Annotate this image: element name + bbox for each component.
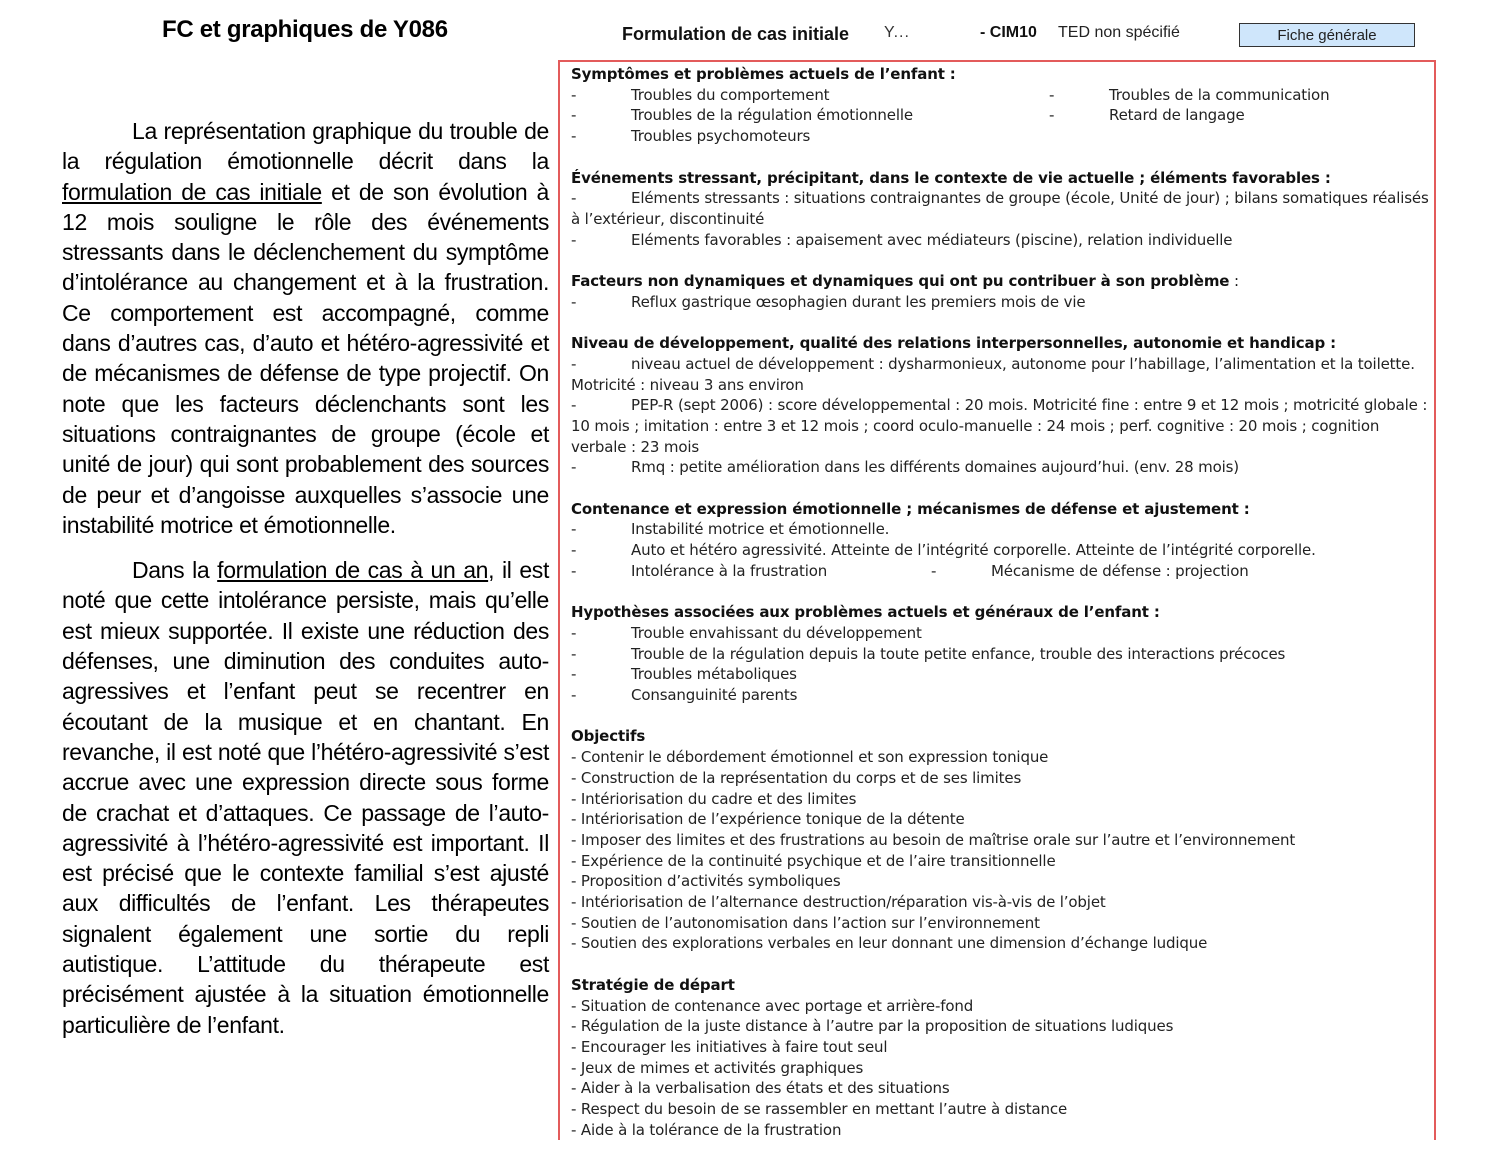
section-development-title: Niveau de développement, qualité des relations interpersonnelles, autonomie et handicap : xyxy=(571,334,1336,353)
form-header xyxy=(622,22,1422,50)
list-item xyxy=(571,292,1431,313)
item-text: Troubles psychomoteurs xyxy=(631,127,811,146)
list-item xyxy=(571,623,1431,644)
bullet-dash: - xyxy=(571,665,577,684)
section-factors-title xyxy=(571,271,1431,292)
list-item: - Intériorisation du cadre et des limites xyxy=(571,789,857,808)
list-item xyxy=(571,126,1431,147)
section-strategy-title: Stratégie de départ xyxy=(571,975,735,994)
section-factors-title-tail: : xyxy=(1229,272,1239,290)
paragraph-2 xyxy=(62,555,549,1040)
item-text: Instabilité motrice et émotionnelle. xyxy=(631,520,890,539)
list-item: - Jeux de mimes et activités graphiques xyxy=(571,1058,864,1077)
list-item: - Régulation de la juste distance à l’autre par la proposition de situations ludiques xyxy=(571,1017,1174,1036)
link-formulation-initiale[interactable]: formulation de cas initiale xyxy=(62,178,322,205)
case-formulation-content xyxy=(571,64,1431,1140)
list-item: - Soutien de l’autonomisation dans l’action sur l’environnement xyxy=(571,913,1040,932)
list-item xyxy=(571,105,1431,126)
fiche-generale-button[interactable]: Fiche générale xyxy=(1239,23,1415,47)
list-item xyxy=(571,561,1431,582)
bullet-dash: - xyxy=(571,458,577,477)
bullet-dash: - xyxy=(571,541,577,560)
item-text: Trouble envahissant du développement xyxy=(631,623,922,642)
list-item xyxy=(571,85,1431,106)
bullet-dash: - xyxy=(1049,106,1055,125)
bullet-dash: - xyxy=(571,106,577,125)
list-item xyxy=(571,685,1431,706)
item-text: Auto et hétéro agressivité. Atteinte de l’intégrité corporelle. Atteinte de l’intégrité corporelle. xyxy=(631,541,1316,560)
list-item xyxy=(571,664,1431,685)
bullet-dash: - xyxy=(1049,85,1055,104)
list-item: - Intériorisation de l’expérience tonique de la détente xyxy=(571,810,965,829)
list-item: - Proposition d’activités symboliques xyxy=(571,872,841,891)
section-factors-title-text: Facteurs non dynamiques et dynamiques qui ont pu contribuer à son problème xyxy=(571,272,1230,290)
item-text: Troubles de la communication xyxy=(1109,85,1330,104)
item-text: Troubles du comportement xyxy=(631,85,830,104)
list-item xyxy=(571,230,1431,251)
case-formulation-box xyxy=(558,60,1436,1140)
list-item: - Situation de contenance avec portage et arrière-fond xyxy=(571,996,974,1015)
item-text: Intolérance à la frustration xyxy=(631,561,828,580)
paragraph-2-text-cont: , il est noté que cette intolérance persiste, mais qu’elle est mieux supportée. Il existe une réduction des défenses, une diminution des conduites auto-agressives et l’enfant peut se recentrer en écoutant de la musique et en chantant. En revanche, il est noté que l’hétéro-agressivité s’est accrue avec une expression directe sous forme de crachat et d’attaques. Ce passage de l’auto-agressivité à l’hétéro-agressivité est important. Il est précisé que le contexte familial s’est ajusté aux difficultés de l’enfant. Les thérapeutes signalent également une sortie du repli autistique. L’attitude du thérapeute est précisément ajustée à la situation émotionnelle particulière de l’enfant. xyxy=(62,557,549,1038)
section-events-title: Événements stressant, précipitant, dans le contexte de vie actuelle ; éléments favorables : xyxy=(571,168,1331,187)
bullet-dash: - xyxy=(571,354,577,373)
link-formulation-un-an[interactable]: formulation de cas à un an xyxy=(217,557,489,584)
commentary-text xyxy=(62,116,549,1040)
bullet-dash: - xyxy=(571,189,577,208)
page-title: FC et graphiques de Y086 xyxy=(162,16,448,43)
item-text: Retard de langage xyxy=(1109,106,1245,125)
item-text: Rmq : petite amélioration dans les différents domaines aujourd’hui. (env. 28 mois) xyxy=(631,458,1239,477)
list-item: - Encourager les initiatives à faire tout seul xyxy=(571,1037,888,1056)
bullet-dash: - xyxy=(571,230,577,249)
item-text: Trouble de la régulation depuis la toute petite enfance, trouble des interactions précoces xyxy=(631,644,1286,663)
section-objectives-title: Objectifs xyxy=(571,727,646,746)
item-text: Mécanisme de défense : projection xyxy=(991,561,1249,580)
list-item xyxy=(571,395,1431,457)
list-item: - Respect du besoin de se rassembler en mettant l’autre à distance xyxy=(571,1100,1068,1119)
item-text: PEP-R (sept 2006) : score développemental : 20 mois. Motricité fine : entre 9 et 12 mois ; motricité globale : 10 mois ; imitation : entre 3 et 12 mois ; coord oculo-manuelle : 24 mois ; perf. cognitive : 20 mois ; cognition verbale : 23 mois xyxy=(571,396,1428,456)
cim-label: - CIM10 xyxy=(980,24,1037,41)
list-item xyxy=(571,540,1431,561)
item-text: Troubles métaboliques xyxy=(631,665,797,684)
item-text: Troubles de la régulation émotionnelle xyxy=(631,106,913,125)
section-symptoms-title: Symptômes et problèmes actuels de l’enfant : xyxy=(571,65,956,83)
item-text: niveau actuel de développement : dysharmonieux, autonome pour l’habillage, l’alimentation et la toilette. Motricité : niveau 3 ans environ xyxy=(571,354,1415,394)
list-item: - Expérience de la continuité psychique et de l’aire transitionnelle xyxy=(571,851,1056,870)
bullet-dash: - xyxy=(931,561,937,580)
bullet-dash: - xyxy=(571,561,577,580)
bullet-dash: - xyxy=(571,127,577,146)
section-hypotheses-title: Hypothèses associées aux problèmes actuels et généraux de l’enfant : xyxy=(571,603,1160,622)
paragraph-2-text: Dans la xyxy=(132,557,218,584)
list-item: - Construction de la représentation du corps et de ses limites xyxy=(571,768,1022,787)
list-item: - Soutien des explorations verbales en leur donnant une dimension d’échange ludique xyxy=(571,934,1208,953)
bullet-dash: - xyxy=(571,644,577,663)
bullet-dash: - xyxy=(571,292,577,311)
redacted-patient-id: Y... xyxy=(884,24,910,41)
list-item: - Imposer des limites et des frustrations au besoin de maîtrise orale sur l’autre et l’environnement xyxy=(571,830,1296,849)
list-item xyxy=(571,457,1431,478)
item-text: Reflux gastrique œsophagien durant les premiers mois de vie xyxy=(631,292,1086,311)
bullet-dash: - xyxy=(571,85,577,104)
item-text: Consanguinité parents xyxy=(631,686,798,705)
list-item xyxy=(571,644,1431,665)
item-text: Eléments favorables : apaisement avec médiateurs (piscine), relation individuelle xyxy=(631,230,1233,249)
paragraph-1-text: La représentation graphique du trouble de la régulation émotionnelle décrit dans la xyxy=(62,118,549,175)
diagnosis-label: TED non spécifié xyxy=(1058,24,1180,41)
item-text: Eléments stressants : situations contraignantes de groupe (école, Unité de jour) ; bilans somatiques réalisés à l’extérieur, discontinuité xyxy=(571,189,1429,228)
list-item: - Intériorisation de l’alternance destruction/réparation vis-à-vis de l’objet xyxy=(571,893,1106,912)
bullet-dash: - xyxy=(571,623,577,642)
list-item: - Contenir le débordement émotionnel et son expression tonique xyxy=(571,748,1049,767)
list-item xyxy=(571,519,1431,540)
bullet-dash: - xyxy=(571,520,577,539)
list-item: - Aide à la tolérance de la frustration xyxy=(571,1120,842,1139)
paragraph-1 xyxy=(62,116,549,540)
form-title: Formulation de cas initiale xyxy=(622,24,850,44)
bullet-dash: - xyxy=(571,686,577,705)
list-item xyxy=(571,188,1431,229)
list-item: - Aider à la verbalisation des états et des situations xyxy=(571,1079,950,1098)
list-item xyxy=(571,354,1431,395)
section-containment-title: Contenance et expression émotionnelle ; mécanismes de défense et ajustement : xyxy=(571,499,1250,518)
bullet-dash: - xyxy=(571,396,577,415)
paragraph-1-text-cont: et de son évolution à 12 mois souligne le rôle des événements stressants dans le déclenchement du symptôme d’intolérance au changement et à la frustration. Ce comportement est accompagné, comme dans d’autres cas, d’auto et hétéro-agressivité et de mécanismes de défense de type projectif. On note que les facteurs déclenchants sont les situations contraignantes de groupe (école et unité de jour) qui sont probablement des sources de peur et d’angoisse auxquelles s’associe une instabilité motrice et émotionnelle. xyxy=(62,178,549,538)
